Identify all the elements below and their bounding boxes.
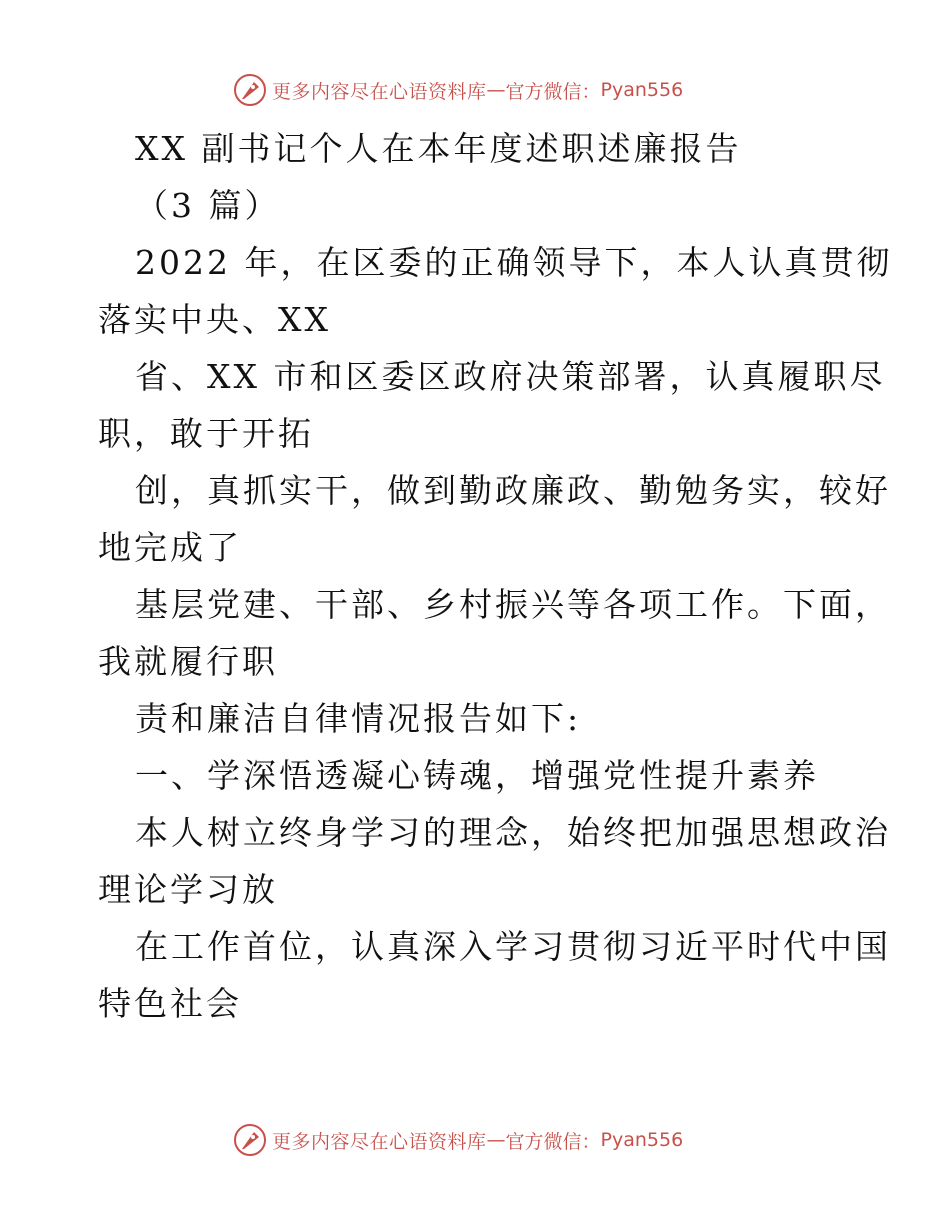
footer-wechat-id: Pyan556 [600,1129,684,1151]
footer-dash: — [486,1129,506,1151]
section-heading: 一、学深悟透凝心铸魂，增强党性提升素养 [135,756,819,795]
body-line: 基层党建、干部、乡村振兴等各项工作。下面， [135,585,891,624]
header-wechat-id: Pyan556 [600,79,684,101]
pen-nib-icon [232,72,268,108]
header-dash: — [486,79,506,101]
body-line: 本人树立终身学习的理念，始终把加强思想政治 [135,813,891,852]
body-line: 2022 年，在区委的正确领导下，本人认真贯彻 [135,243,893,282]
body-line: 创，真抓实干，做到勤政廉政、勤勉务实，较好 [135,471,891,510]
body-line: 特色社会 [98,984,242,1023]
header-text: 更多内容尽在心语资料库 [272,80,487,103]
document-subtitle: （3 篇） [135,186,281,225]
body-line: 在工作首位，认真深入学习贯彻习近平时代中国 [135,927,891,966]
body-line: 理论学习放 [98,870,278,909]
pen-nib-icon [232,1122,268,1158]
body-line: 落实中央、XX [98,300,331,339]
body-line: 责和廉洁自律情况报告如下: [135,699,582,738]
document-title: XX 副书记个人在本年度述职述廉报告 [135,129,742,168]
body-line: 省、XX 市和区委区政府决策部署，认真履职尽 [135,357,886,396]
document-body [98,120,893,1032]
header-wechat-label: 官方微信： [505,80,601,103]
footer-banner [232,1120,683,1160]
body-line: 地完成了 [98,528,242,567]
body-line: 我就履行职 [98,642,278,681]
footer-text: 更多内容尽在心语资料库 [272,1130,487,1153]
body-line: 职，敢于开拓 [98,414,314,453]
header-banner [232,70,683,110]
footer-wechat-label: 官方微信： [505,1130,601,1153]
